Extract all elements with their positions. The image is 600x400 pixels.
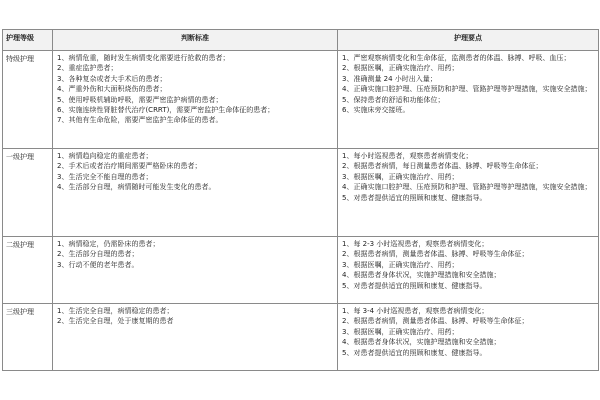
care-point-item: 5、对患者提供适宜的照顾和康复、健康指导。 bbox=[342, 193, 487, 202]
care-point-item: 5、对患者提供适宜的照顾和康复、健康指导。 bbox=[342, 281, 487, 290]
criteria-item: 1、生活完全自理，病情稳定的患者； bbox=[57, 307, 174, 315]
nursing-level-table bbox=[2, 29, 599, 371]
care-point-item: 2、根据患者病情，测量患者体温、脉搏、呼吸等生命体征； bbox=[342, 250, 529, 259]
care-point-item: 3、根据医嘱，正确实施治疗、用药； bbox=[342, 172, 459, 181]
care-point-item: 5、保持患者的舒适和功能体位； bbox=[342, 95, 445, 104]
nursing-level-cell: 特级护理 bbox=[3, 51, 53, 149]
nursing-level-cell: 二级护理 bbox=[3, 237, 53, 304]
header-points: 护理要点 bbox=[338, 30, 599, 51]
care-points-cell bbox=[338, 304, 599, 371]
criteria-item: 2、生活完全自理，处于康复期的患者 bbox=[57, 317, 174, 326]
criteria-item: 4、生活部分自理，病情随时可能发生变化的患者。 bbox=[57, 183, 216, 192]
criteria-item: 3、各种复杂或者大手术后的患者； bbox=[57, 74, 167, 83]
table-row bbox=[3, 237, 599, 304]
criteria-cell bbox=[53, 237, 338, 304]
criteria-item: 3、生活完全不能自理的患者； bbox=[57, 172, 153, 181]
care-point-item: 1、每 3-4 小时巡视患者，观察患者病情变化； bbox=[342, 307, 489, 315]
header-level: 护理等级 bbox=[3, 30, 53, 51]
table-row bbox=[3, 304, 599, 371]
care-point-item: 2、根据患者病情，每日测量患者体温、脉搏、呼吸等生命体征； bbox=[342, 162, 543, 171]
care-point-item: 3、准确测量 24 小时出入量； bbox=[342, 74, 437, 83]
criteria-item: 7、其他有生命危险，需要严密监护生命体征的患者。 bbox=[57, 116, 223, 125]
nursing-level-cell: 一级护理 bbox=[3, 149, 53, 237]
care-point-item: 1、严密观察病情变化和生命体征，监测患者的体温、脉搏、呼吸、血压； bbox=[342, 54, 571, 62]
criteria-item: 1、病情稳定，仍需卧床的患者； bbox=[57, 240, 160, 248]
care-point-item: 1、每 2-3 小时巡视患者，观察患者病情变化； bbox=[342, 240, 489, 248]
criteria-item: 2、手术后或者治疗期间需要严格卧床的患者； bbox=[57, 162, 202, 171]
criteria-item: 5、使用呼吸机辅助呼吸，需要严密监护病情的患者； bbox=[57, 95, 223, 104]
care-point-item: 4、正确实施口腔护理、压疮预防和护理、管路护理等护理措施，实施安全措施； bbox=[342, 183, 592, 192]
care-point-item: 4、根据患者身体状况，实施护理措施和安全措施； bbox=[342, 338, 501, 347]
criteria-item: 1、病情危重，随时发生病情变化需要进行抢救的患者； bbox=[57, 54, 230, 62]
care-points-cell bbox=[338, 237, 599, 304]
nursing-level-document bbox=[2, 29, 598, 369]
criteria-cell bbox=[53, 304, 338, 371]
table-row bbox=[3, 51, 599, 149]
criteria-item: 2、生活部分自理的患者； bbox=[57, 250, 139, 259]
table-row bbox=[3, 149, 599, 237]
criteria-cell bbox=[53, 149, 338, 237]
criteria-item: 6、实施连续性肾脏替代治疗(CRRT)，需要严密监护生命体征的患者； bbox=[57, 106, 275, 115]
table-header-row bbox=[3, 30, 599, 51]
criteria-cell bbox=[53, 51, 338, 149]
care-point-item: 2、根据患者病情，测量患者体温、脉搏、呼吸等生命体征； bbox=[342, 317, 529, 326]
care-point-item: 2、根据医嘱，正确实施治疗、用药； bbox=[342, 64, 459, 73]
care-points-cell bbox=[338, 149, 599, 237]
table-body bbox=[3, 51, 599, 371]
care-point-item: 3、根据医嘱，正确实施治疗、用药； bbox=[342, 260, 459, 269]
care-point-item: 5、对患者提供适宜的照顾和康复、健康指导。 bbox=[342, 348, 487, 357]
care-point-item: 4、正确实施口腔护理、压疮预防和护理、管路护理等护理措施，实施安全措施； bbox=[342, 85, 592, 94]
care-points-cell bbox=[338, 51, 599, 149]
criteria-item: 4、严重外伤和大面积烧伤的患者； bbox=[57, 85, 167, 94]
nursing-level-cell: 三级护理 bbox=[3, 304, 53, 371]
criteria-item: 1、病情趋向稳定的重症患者； bbox=[57, 152, 153, 160]
care-point-item: 3、根据医嘱，正确实施治疗、用药； bbox=[342, 327, 459, 336]
care-point-item: 6、实施床旁交接班。 bbox=[342, 106, 410, 115]
criteria-item: 2、重症监护患者； bbox=[57, 64, 118, 73]
care-point-item: 1、每小时巡视患者，观察患者病情变化； bbox=[342, 152, 473, 160]
header-criteria: 判断标准 bbox=[53, 30, 338, 51]
care-point-item: 4、根据患者身体状况，实施护理措施和安全措施； bbox=[342, 271, 501, 280]
criteria-item: 3、行动不便的老年患者。 bbox=[57, 260, 139, 269]
